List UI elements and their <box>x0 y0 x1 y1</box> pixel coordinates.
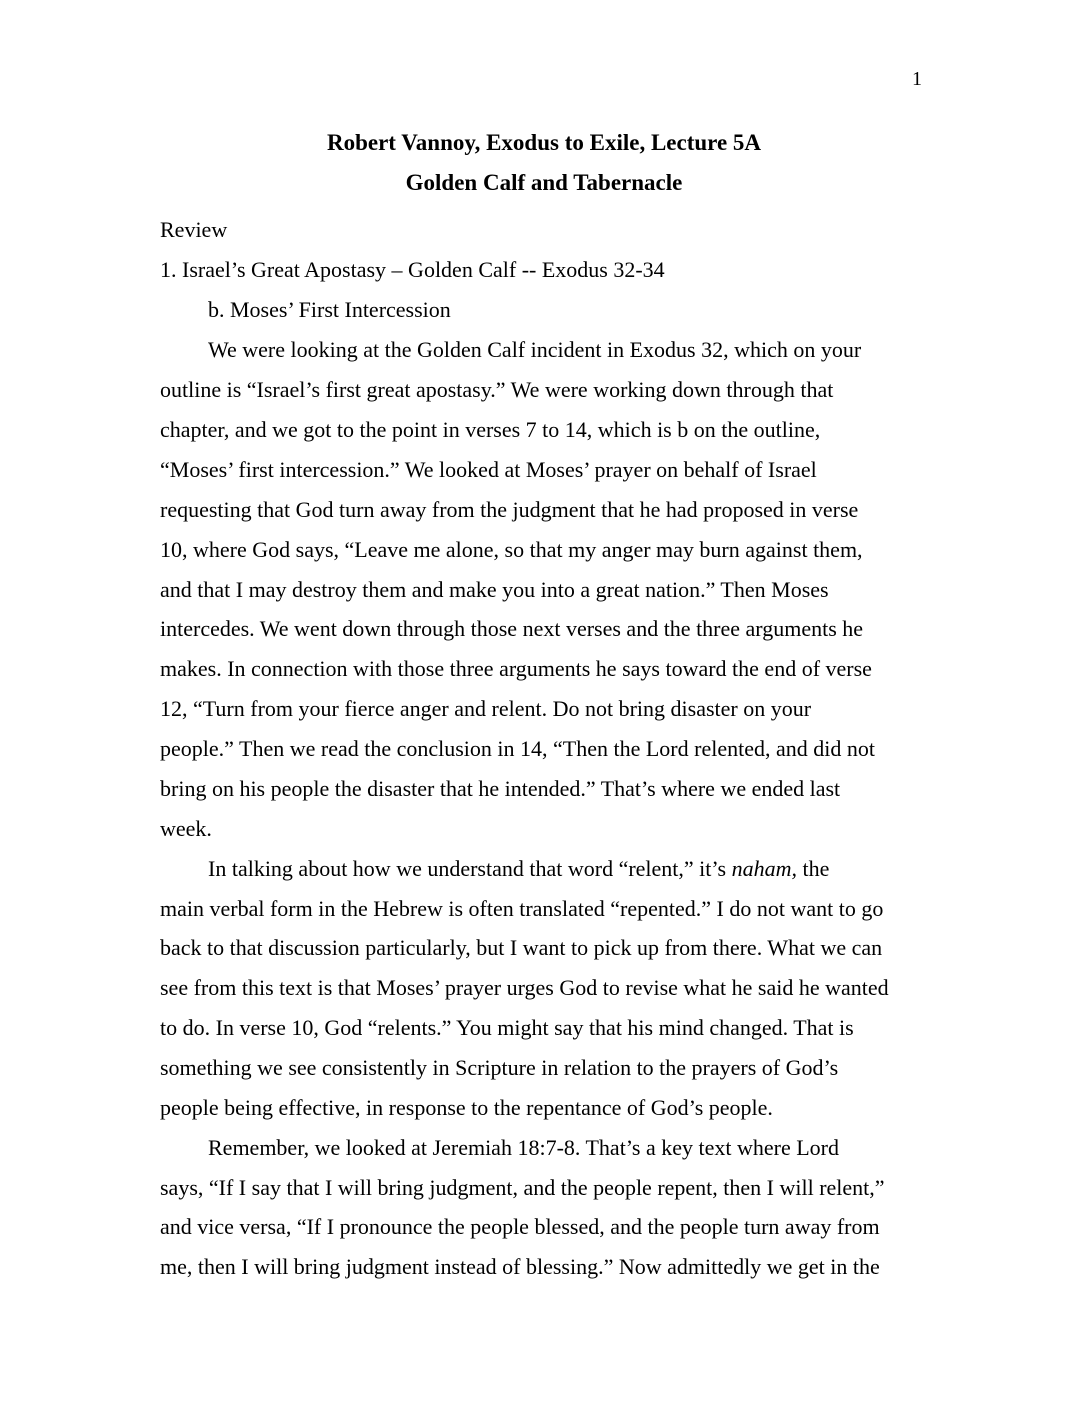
para1-line: people.” Then we read the conclusion in 14, “Then the Lord relented, and did not <box>160 736 875 761</box>
para2-line: see from this text is that Moses’ prayer urges God to revise what he said he wanted <box>160 975 889 1000</box>
para2-text: In talking about how we understand that word “relent,” it’s <box>208 856 732 881</box>
page-number: 1 <box>912 68 922 90</box>
hebrew-term: naham, <box>731 856 797 881</box>
para3-line: Remember, we looked at Jeremiah 18:7-8. That’s a key text where Lord <box>208 1135 840 1160</box>
para2-line: back to that discussion particularly, but I want to pick up from there. What we can <box>160 935 883 960</box>
para1-line: chapter, and we got to the point in verses 7 to 14, which is b on the outline, <box>160 417 821 442</box>
para2-line: main verbal form in the Hebrew is often translated “repented.” I do not want to go <box>160 896 884 921</box>
outline-item: 1. Israel’s Great Apostasy – Golden Calf -- Exodus 32-34 <box>160 257 665 282</box>
para1-line: “Moses’ first intercession.” We looked at Moses’ prayer on behalf of Israel <box>160 457 817 482</box>
para2-first-line <box>208 856 829 882</box>
lecture-subtitle: Golden Calf and Tabernacle <box>405 170 683 195</box>
para1-line: 12, “Turn from your fierce anger and relent. Do not bring disaster on your <box>160 696 812 721</box>
para1-line: requesting that God turn away from the judgment that he had proposed in verse <box>160 497 859 522</box>
para2-line: to do. In verse 10, God “relents.” You might say that his mind changed. That is <box>160 1015 854 1040</box>
para1-line: bring on his people the disaster that he intended.” That’s where we ended last <box>160 776 841 801</box>
review-heading: Review <box>160 217 228 242</box>
para1-line: outline is “Israel’s first great apostasy.” We were working down through that <box>160 377 834 402</box>
lecture-title: Robert Vannoy, Exodus to Exile, Lecture 5A <box>326 130 762 155</box>
para2-line: people being effective, in response to the repentance of God’s people. <box>160 1095 773 1120</box>
para2-text: the <box>796 856 830 881</box>
para1-line: week. <box>160 816 212 841</box>
para3-line: me, then I will bring judgment instead of blessing.” Now admittedly we get in the <box>160 1254 880 1279</box>
para3-line: says, “If I say that I will bring judgment, and the people repent, then I will relent,” <box>160 1175 885 1200</box>
para2-line: something we see consistently in Scripture in relation to the prayers of God’s <box>160 1055 839 1080</box>
para1-line: makes. In connection with those three arguments he says toward the end of verse <box>160 656 872 681</box>
para1-line: intercedes. We went down through those next verses and the three arguments he <box>160 616 864 641</box>
outline-subitem: b. Moses’ First Intercession <box>208 297 451 322</box>
para3-line: and vice versa, “If I pronounce the people blessed, and the people turn away from <box>160 1214 880 1239</box>
para1-line: We were looking at the Golden Calf incident in Exodus 32, which on your <box>208 337 862 362</box>
para1-line: 10, where God says, “Leave me alone, so that my anger may burn against them, <box>160 537 863 562</box>
para1-line: and that I may destroy them and make you into a great nation.” Then Moses <box>160 577 829 602</box>
